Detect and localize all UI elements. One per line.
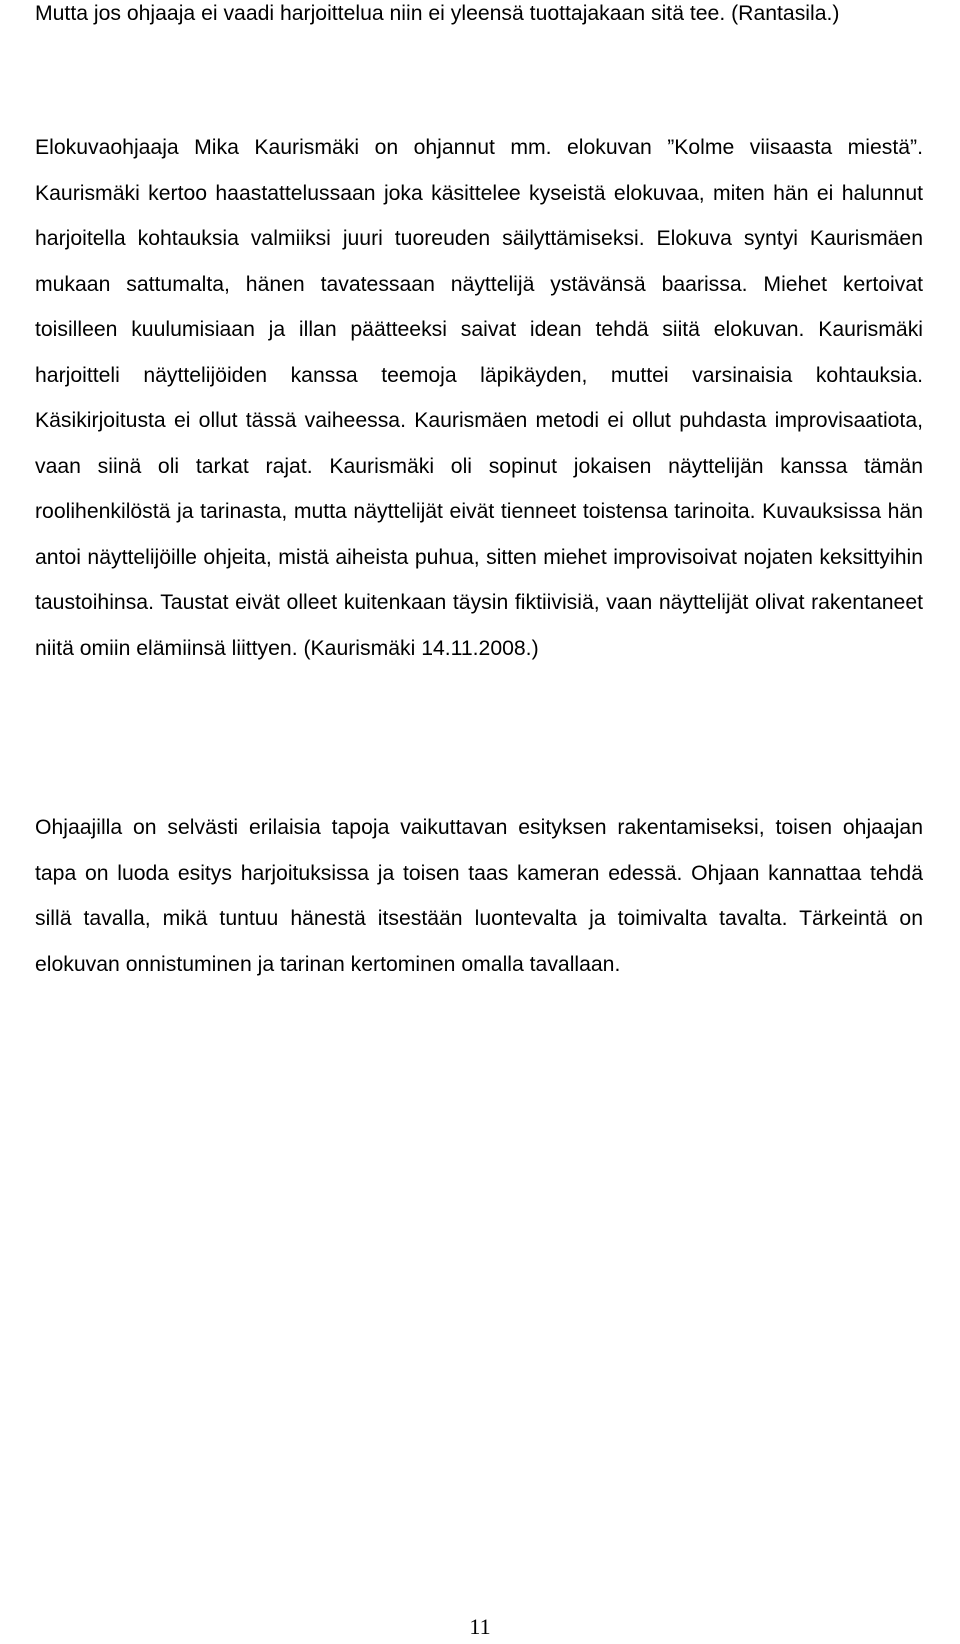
- body-paragraph: Mutta jos ohjaaja ei vaadi harjoittelua niin ei yleensä tuottajakaan sitä tee. (Rantasila.): [35, 2, 840, 25]
- page-number: 11: [469, 1614, 491, 1639]
- body-paragraph: Elokuvaohjaaja Mika Kaurismäki on ohjannut mm. elokuvan ”Kolme viisaasta miestä”. Kaurismäki kertoo haastattelussaan joka käsittelee kyseistä elokuvaa, miten hän ei halunnut harjoitella kohtauksia valmiiksi juuri tuoreuden säilyttämiseksi. Elokuva syntyi Kaurismäen mukaan sattumalta, hänen tavatessaan näyttelijä ystävänsä baarissa. Miehet kertoivat toisilleen kuulumisiaan ja illan päätteeksi saivat idean tehdä siitä elokuvan. Kaurismäki harjoitteli näyttelijöiden kanssa teemoja läpikäyden, muttei varsinaisia kohtauksia. Käsikirjoitusta ei ollut tässä vaiheessa. Kaurismäen metodi ei ollut puhdasta improvisaatiota, vaan siinä oli tarkat rajat. Kaurismäki oli sopinut jokaisen näyttelijän kanssa tämän roolihenkilöstä ja tarinasta, mutta näyttelijät eivät tienneet toistensa tarinoita. Kuvauksissa hän antoi näyttelijöille ohjeita, mistä aiheista puhua, sitten miehet improvisoivat nojaten keksittyihin taustoihinsa. Taustat eivät olleet kuitenkaan täysin fiktiivisiä, vaan näyttelijät olivat rakentaneet niitä omiin elämiinsä liittyen. (Kaurismäki 14.11.2008.): [35, 136, 923, 660]
- body-paragraph: Ohjaajilla on selvästi erilaisia tapoja vaikuttavan esityksen rakentamiseksi, toisen ohjaajan tapa on luoda esitys harjoituksissa ja toisen taas kameran edessä. Ohjaan kannattaa tehdä sillä tavalla, mikä tuntuu hänestä itsestään luontevalta ja toimivalta tavalta. Tärkeintä on elokuvan onnistuminen ja tarinan kertominen omalla tavallaan.: [35, 816, 923, 976]
